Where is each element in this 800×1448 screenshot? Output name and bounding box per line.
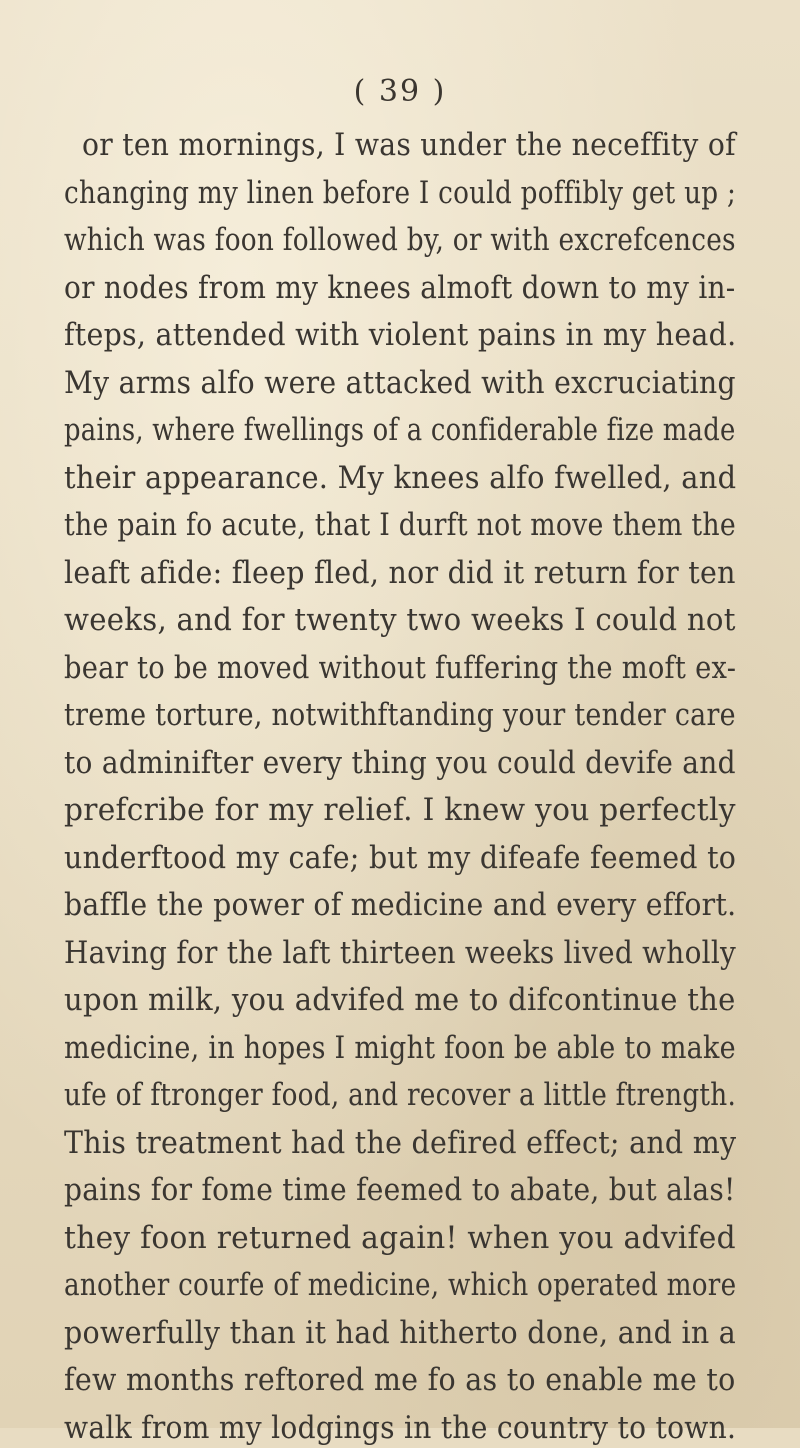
text-line: ufe of ftronger food, and recover a little ftrength. — [64, 1077, 737, 1113]
text-line: they foon returned again! when you advifed — [64, 1219, 736, 1256]
text-line: few months reftored me fo as to enable me to — [64, 1362, 736, 1398]
text-line: weeks, and for twenty two weeks I could not — [64, 602, 736, 638]
text-line: medicine, in hopes I might foon be able to make — [64, 1029, 736, 1066]
text-line: walk from my lodgings in the country to town. — [64, 1409, 737, 1446]
text-line: This treatment had the defired effect; and my — [64, 1124, 737, 1161]
text-line: fteps, attended with violent pains in my head. — [64, 317, 737, 353]
text-line: changing my linen before I could poffibly get up ; — [64, 174, 737, 211]
text-line: the pain fo acute, that I durft not move them the — [64, 507, 736, 543]
text-line: bear to be moved without fuffering the moft ex- — [64, 649, 737, 686]
text-line: which was foon followed by, or with excrefcences — [64, 222, 736, 258]
text-line: underftood my cafe; but my difeafe feemed to — [64, 839, 737, 876]
text-line: pains, where fwellings of a confiderable fize made — [64, 412, 736, 448]
text-line: leaft afide: fleep fled, nor did it return for ten — [64, 554, 736, 591]
text-line: or nodes from my knees almoft down to my in- — [64, 269, 736, 306]
text-line: another courfe of medicine, which operated more — [64, 1267, 737, 1303]
text-line: baffle the power of medicine and every effort. — [64, 887, 737, 923]
text-line: treme torture, notwithftanding your tender care — [64, 697, 736, 733]
text-line: powerfully than it had hitherto done, and in a — [64, 1314, 737, 1351]
text-line: My arms alfo were attacked with excruciating — [64, 364, 736, 401]
text-line: prefcribe for my relief. I knew you perfectly — [64, 792, 736, 828]
text-line: Having for the laft thirteen weeks lived wholly — [64, 934, 737, 971]
text-line: pains for fome time feemed to abate, but alas! — [64, 1172, 736, 1208]
text-line: upon milk, you advifed me to difcontinue the — [64, 982, 736, 1018]
page-number: ( 39 ) — [353, 74, 447, 109]
text-line: to adminifter every thing you could devife and — [64, 744, 736, 781]
text-line: or ten mornings, I was under the neceffity of — [82, 127, 736, 163]
text-line: their appearance. My knees alfo fwelled, and — [64, 459, 737, 496]
